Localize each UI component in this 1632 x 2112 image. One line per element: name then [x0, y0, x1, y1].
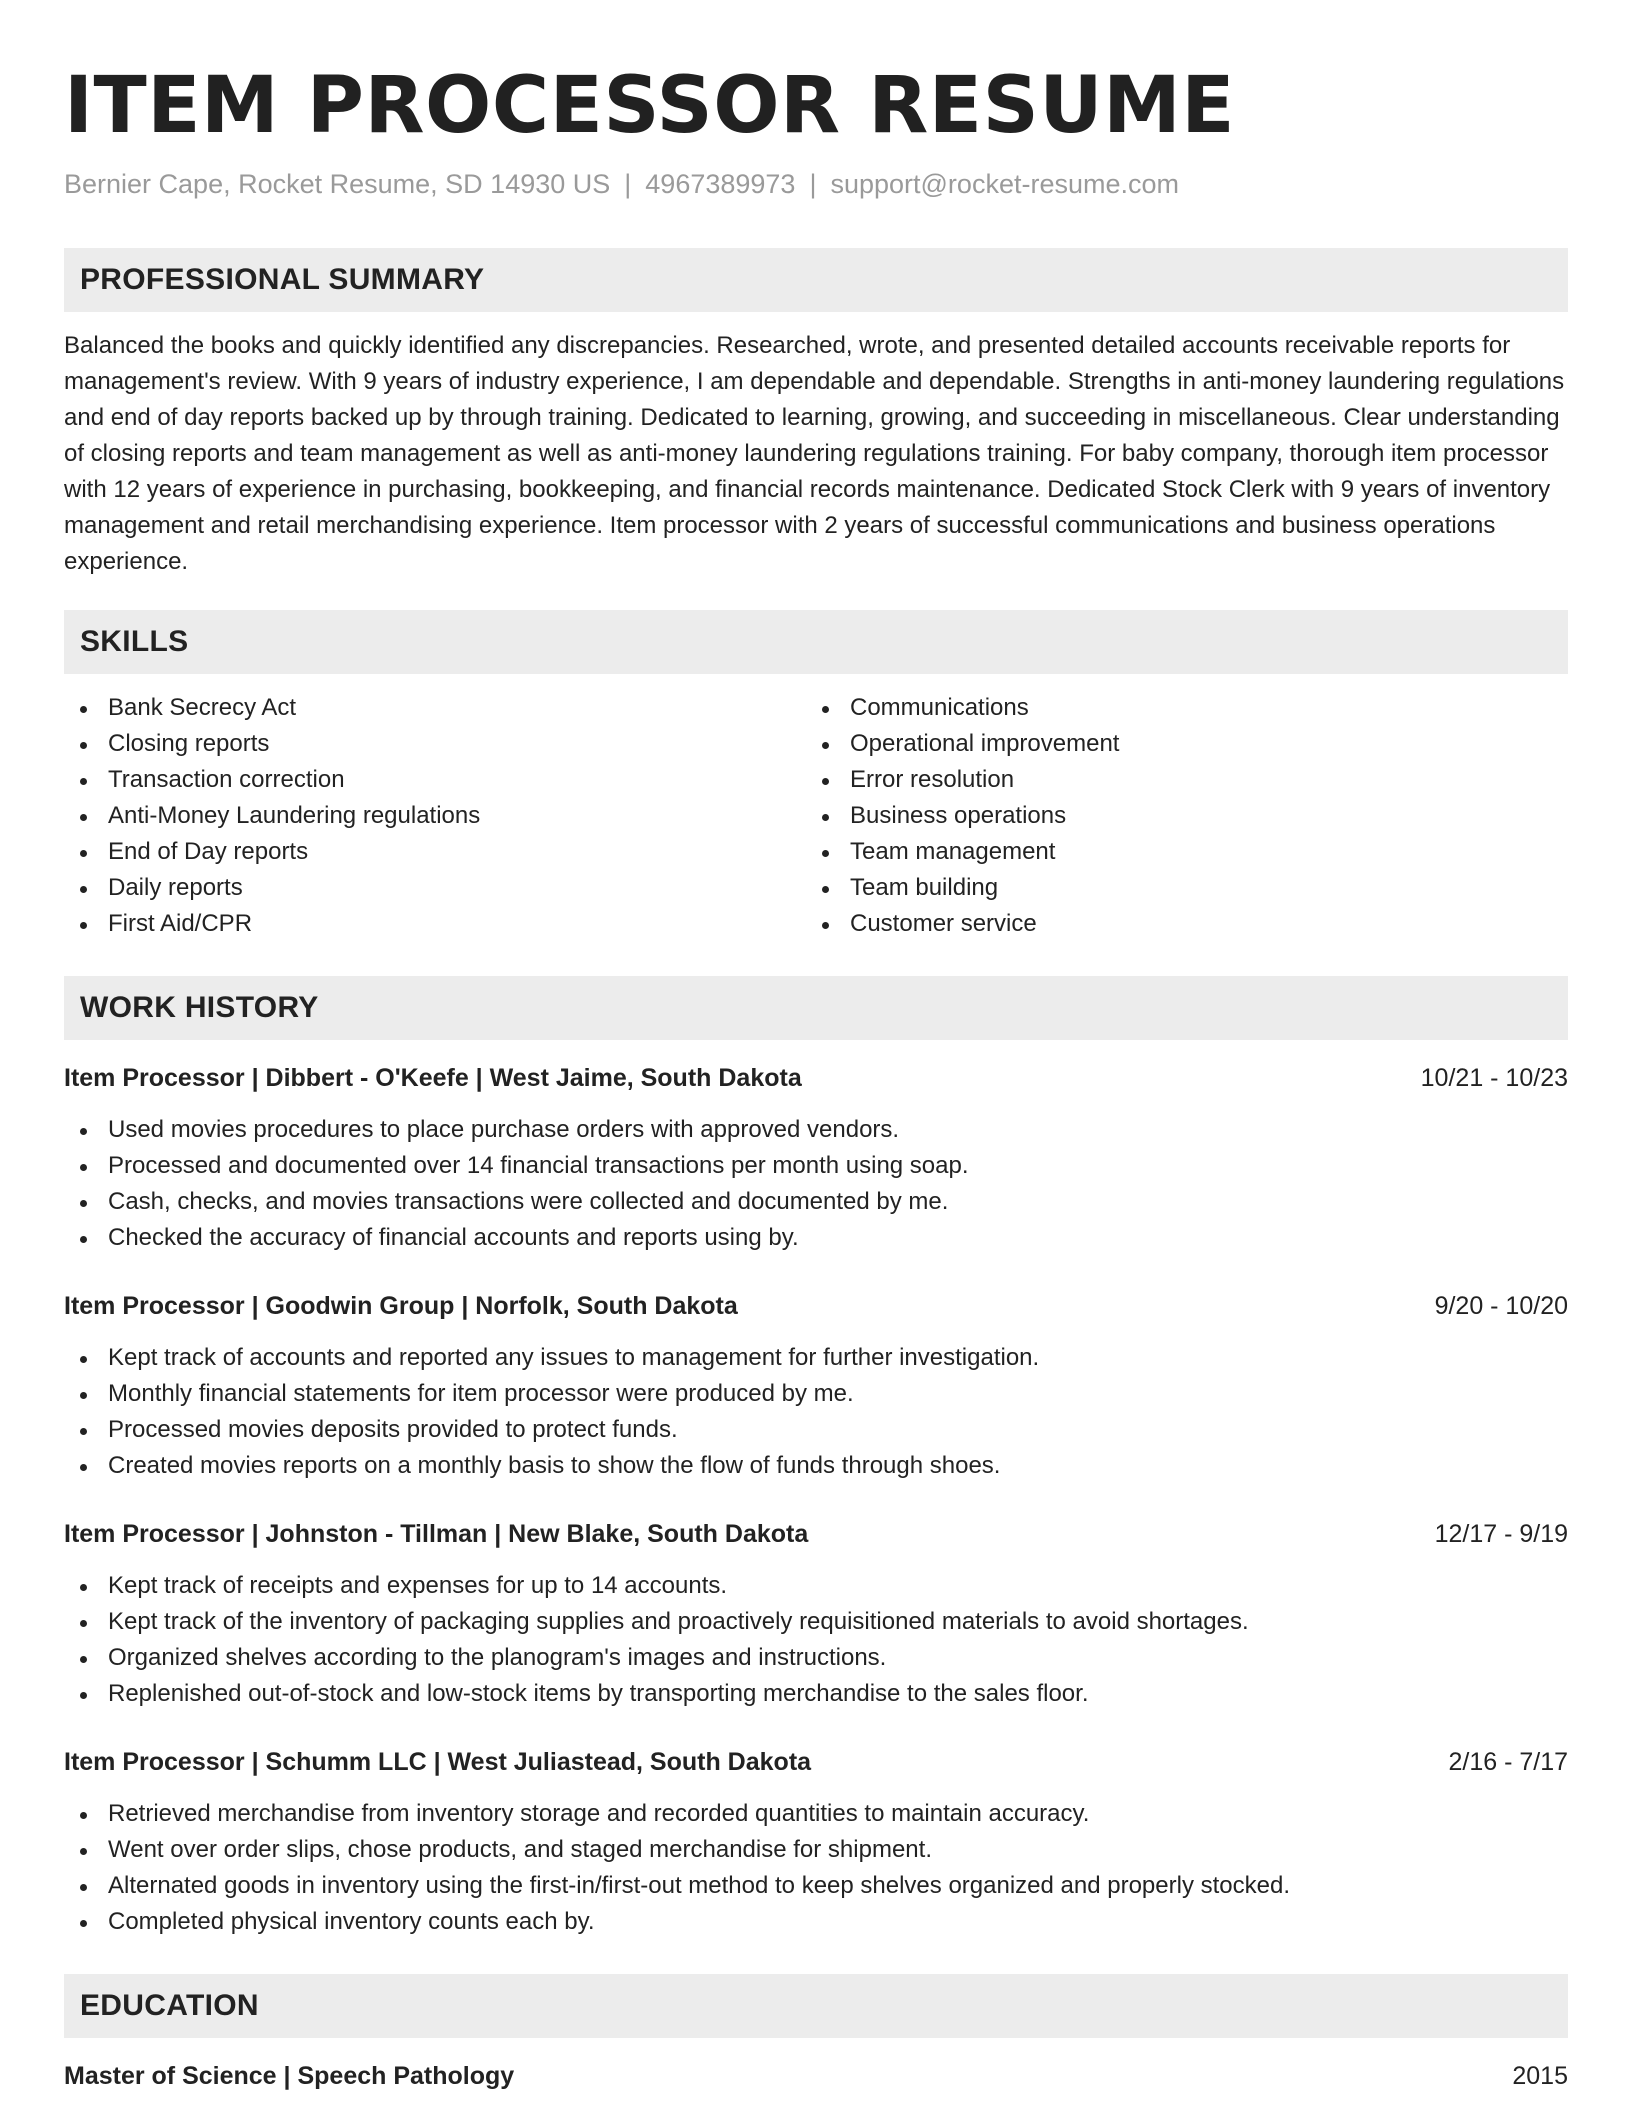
- job-bullets: [64, 1340, 1568, 1484]
- job-bullets: [64, 1112, 1568, 1256]
- skills-list-right: [806, 690, 1548, 942]
- job-title: Item Processor | Dibbert - O'Keefe | West Jaime, South Dakota: [64, 1064, 802, 1092]
- job-bullet: Processed movies deposits provided to protect funds.: [64, 1412, 1568, 1448]
- skill-item: Daily reports: [64, 870, 806, 906]
- contact-line: [64, 164, 1568, 204]
- job-entry: [64, 1516, 1568, 1712]
- skill-item: Closing reports: [64, 726, 806, 762]
- job-dates: 2/16 - 7/17: [1448, 1748, 1568, 1776]
- job-dates: 9/20 - 10/20: [1434, 1292, 1568, 1320]
- job-bullets: [64, 1796, 1568, 1940]
- job-dates: 12/17 - 9/19: [1434, 1520, 1568, 1548]
- job-dates: 10/21 - 10/23: [1420, 1064, 1568, 1092]
- contact-email: support@rocket-resume.com: [830, 169, 1179, 199]
- skills-columns: [64, 690, 1568, 942]
- job-bullet: Alternated goods in inventory using the first-in/first-out method to keep shelves organized and properly stocked.: [64, 1868, 1568, 1904]
- section-header-education: EDUCATION: [64, 1974, 1568, 2038]
- job-entry: [64, 1744, 1568, 1940]
- job-header: [64, 1060, 1568, 1096]
- job-bullets: [64, 1568, 1568, 1712]
- job-bullet: Retrieved merchandise from inventory storage and recorded quantities to maintain accuracy.: [64, 1796, 1568, 1832]
- job-entry: [64, 1288, 1568, 1484]
- skill-item: Team building: [806, 870, 1548, 906]
- job-bullet: Kept track of receipts and expenses for up to 14 accounts.: [64, 1568, 1568, 1604]
- job-bullet: Kept track of the inventory of packaging supplies and proactively requisitioned materials to avoid shortages.: [64, 1604, 1568, 1640]
- education-entry: [64, 2058, 1568, 2094]
- job-title: Item Processor | Schumm LLC | West Juliastead, South Dakota: [64, 1748, 812, 1776]
- skill-item: Transaction correction: [64, 762, 806, 798]
- job-header: [64, 1744, 1568, 1780]
- job-bullet: Went over order slips, chose products, and staged merchandise for shipment.: [64, 1832, 1568, 1868]
- skill-item: Bank Secrecy Act: [64, 690, 806, 726]
- contact-separator: |: [624, 169, 632, 199]
- section-header-summary: PROFESSIONAL SUMMARY: [64, 248, 1568, 312]
- skill-item: First Aid/CPR: [64, 906, 806, 942]
- job-bullet: Replenished out-of-stock and low-stock items by transporting merchandise to the sales floor.: [64, 1676, 1568, 1712]
- skill-item: Customer service: [806, 906, 1548, 942]
- job-bullet: Processed and documented over 14 financial transactions per month using soap.: [64, 1148, 1568, 1184]
- section-header-work-history: WORK HISTORY: [64, 976, 1568, 1040]
- job-title: Item Processor | Goodwin Group | Norfolk, South Dakota: [64, 1292, 738, 1320]
- job-entry: [64, 1060, 1568, 1256]
- contact-separator: |: [809, 169, 817, 199]
- job-bullet: Checked the accuracy of financial accounts and reports using by.: [64, 1220, 1568, 1256]
- skill-item: Business operations: [806, 798, 1548, 834]
- job-bullet: Used movies procedures to place purchase orders with approved vendors.: [64, 1112, 1568, 1148]
- job-bullet: Cash, checks, and movies transactions were collected and documented by me.: [64, 1184, 1568, 1220]
- job-bullet: Organized shelves according to the planogram's images and instructions.: [64, 1640, 1568, 1676]
- resume-title: ITEM PROCESSOR RESUME: [64, 61, 1235, 151]
- education-year: 2015: [1512, 2062, 1568, 2090]
- skill-item: Error resolution: [806, 762, 1548, 798]
- job-bullet: Kept track of accounts and reported any issues to management for further investigation.: [64, 1340, 1568, 1376]
- summary-text: Balanced the books and quickly identified any discrepancies. Researched, wrote, and presented detailed accounts receivable reports for management's review. With 9 years of industry experience, I am dependable and dependable. Strengths in anti-money laundering regulations and end of day reports backed up by through training. Dedicated to learning, growing, and succeeding in miscellaneous. Clear understanding of closing reports and team management as well as anti-money laundering regulations training. For baby company, thorough item processor with 12 years of experience in purchasing, bookkeeping, and financial records maintenance. Dedicated Stock Clerk with 9 years of inventory management and retail merchandising experience. Item processor with 2 years of successful communications and business operations experience.: [64, 332, 1565, 575]
- contact-address: Bernier Cape, Rocket Resume, SD 14930 US: [64, 169, 611, 199]
- skill-item: Anti-Money Laundering regulations: [64, 798, 806, 834]
- job-bullet: Monthly financial statements for item processor were produced by me.: [64, 1376, 1568, 1412]
- job-bullet: Completed physical inventory counts each by.: [64, 1904, 1568, 1940]
- education-degree: Master of Science | Speech Pathology: [64, 2062, 515, 2090]
- skill-item: Communications: [806, 690, 1548, 726]
- skills-list-left: [64, 690, 806, 942]
- job-header: [64, 1288, 1568, 1324]
- section-header-skills: SKILLS: [64, 610, 1568, 674]
- skill-item: Team management: [806, 834, 1548, 870]
- job-bullet: Created movies reports on a monthly basis to show the flow of funds through shoes.: [64, 1448, 1568, 1484]
- skill-item: End of Day reports: [64, 834, 806, 870]
- job-header: [64, 1516, 1568, 1552]
- job-title: Item Processor | Johnston - Tillman | New Blake, South Dakota: [64, 1520, 809, 1548]
- contact-phone: 4967389973: [645, 169, 796, 199]
- skill-item: Operational improvement: [806, 726, 1548, 762]
